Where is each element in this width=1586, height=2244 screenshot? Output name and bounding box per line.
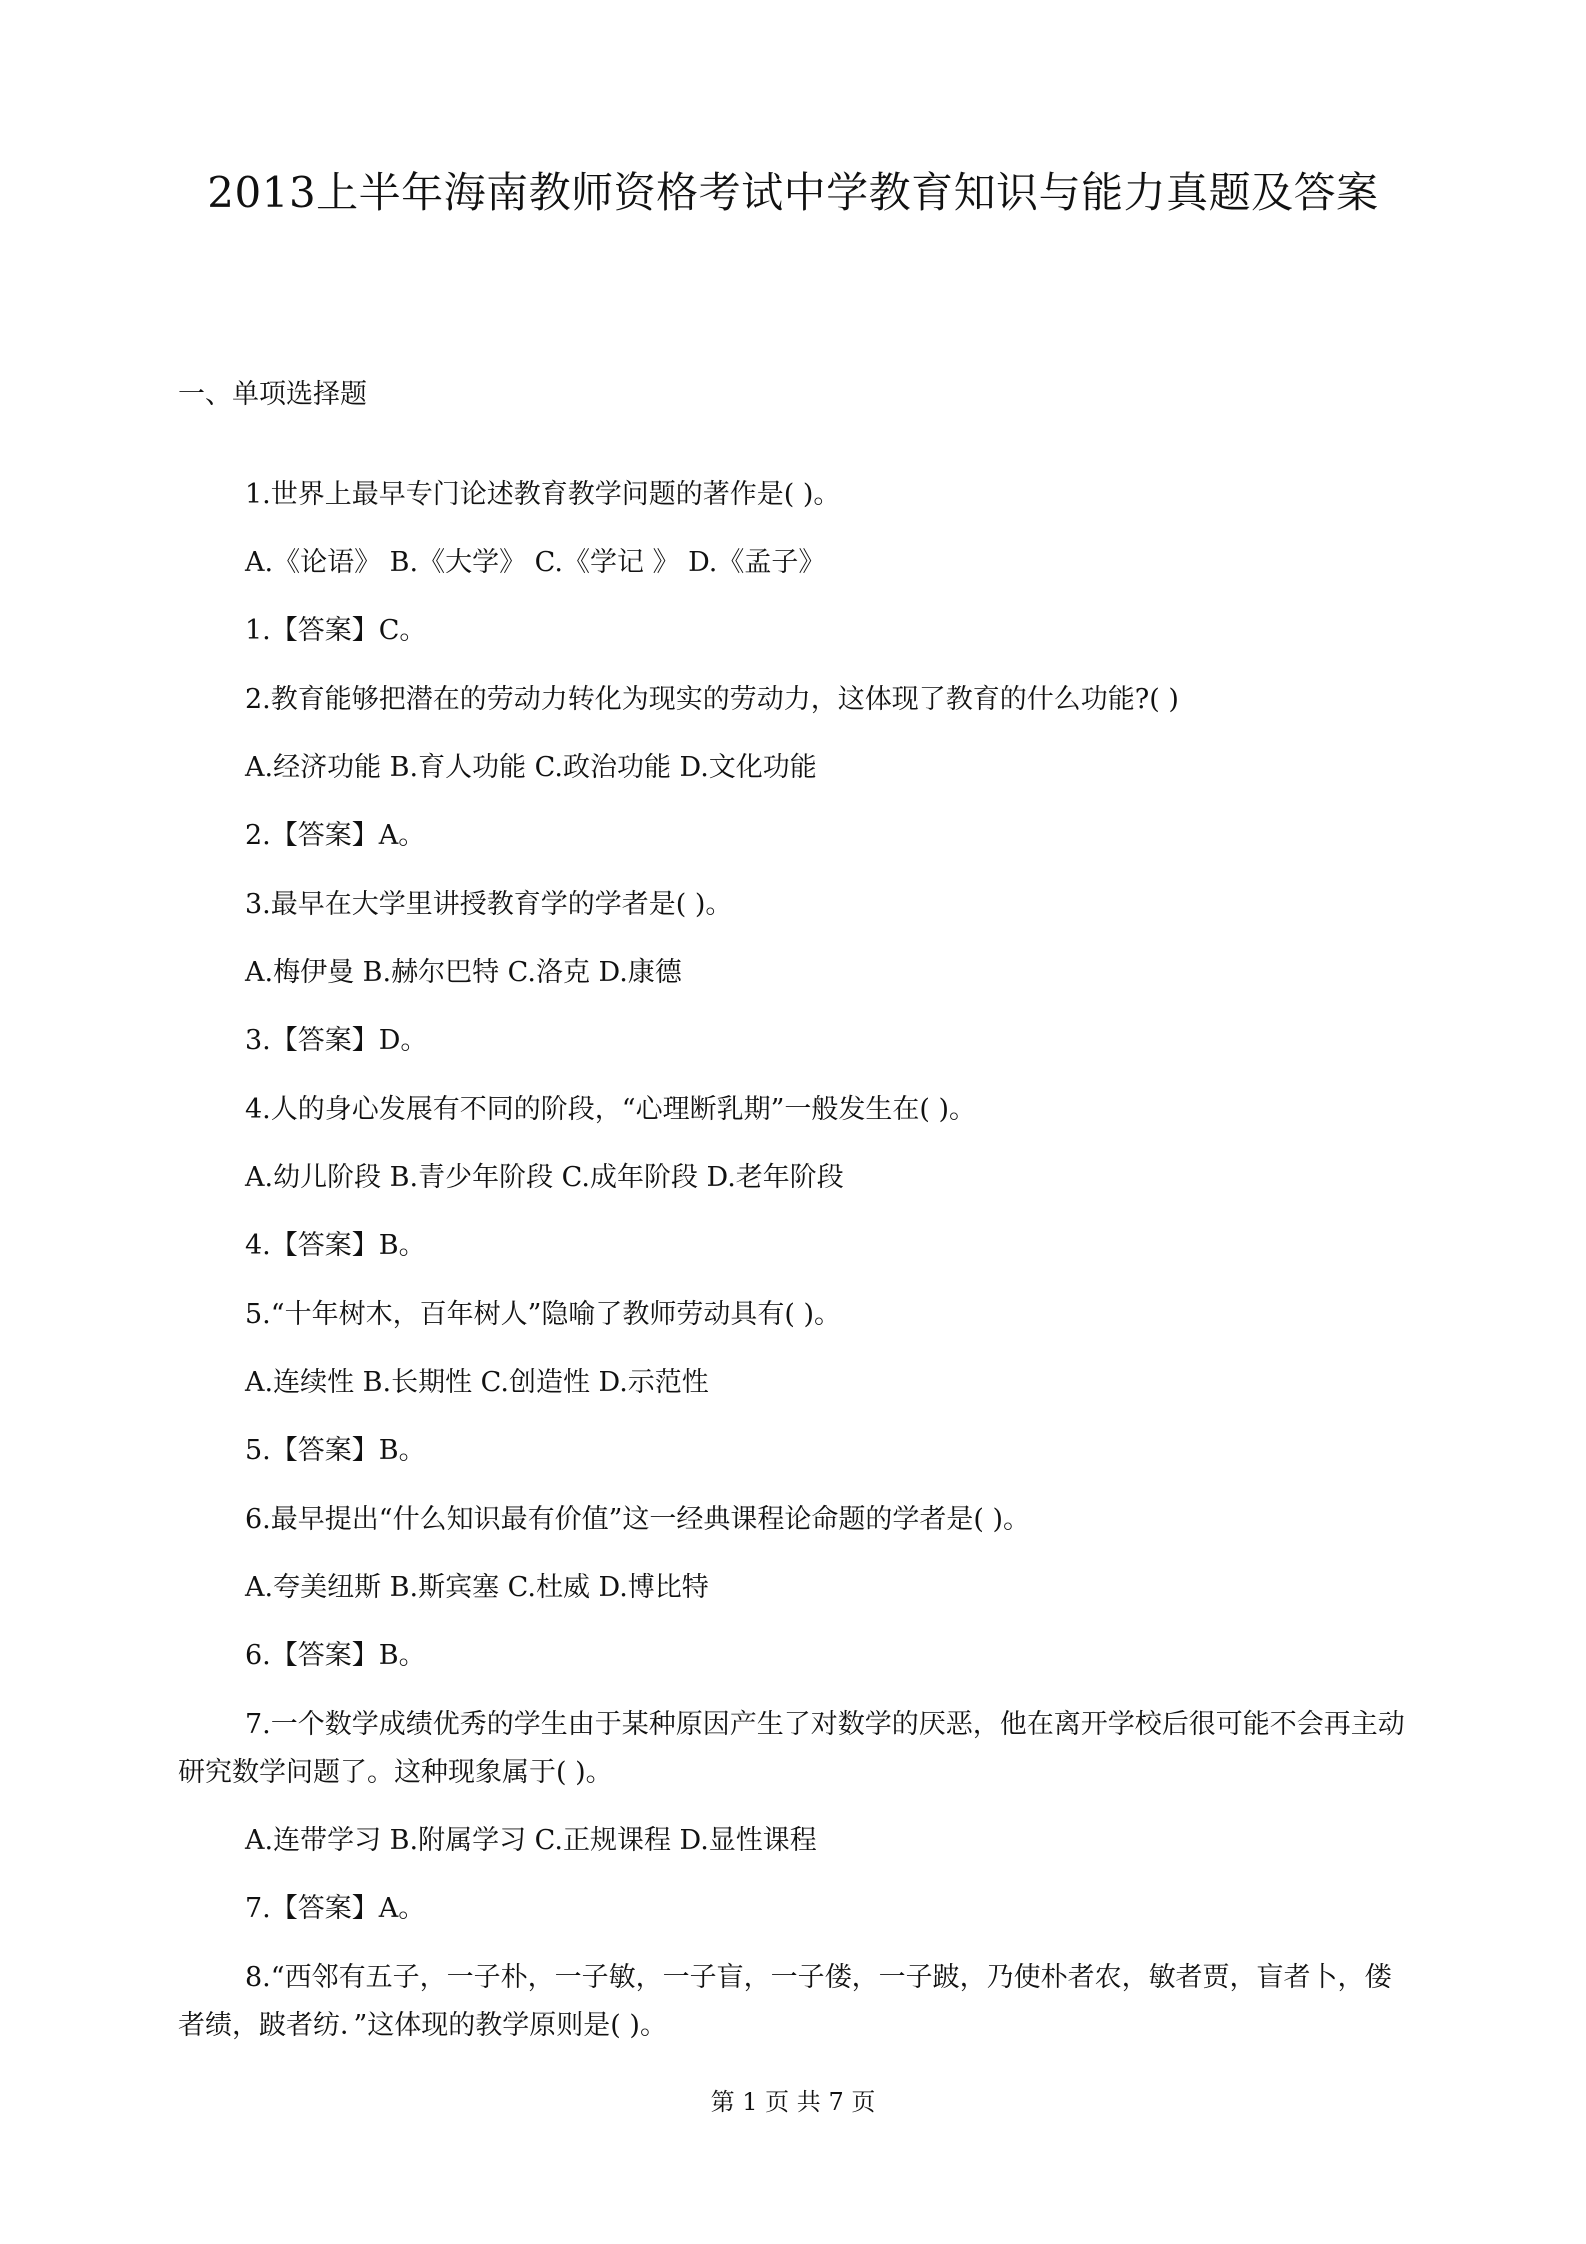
question-stem: 3.最早在大学里讲授教育学的学者是( )。 [245, 889, 733, 920]
page-footer: 第 1 页 共 7 页 [710, 2088, 876, 2116]
question-answer: 2.【答案】A。 [245, 820, 426, 851]
question-stem: 2.教育能够把潜在的劳动力转化为现实的劳动力，这体现了教育的什么功能?( ) [245, 684, 1179, 715]
section-heading: 一、单项选择题 [178, 379, 367, 410]
question-answer: 5.【答案】B。 [245, 1435, 426, 1466]
question-answer: 7.【答案】A。 [245, 1893, 426, 1924]
question-options: A.夸美纽斯 B.斯宾塞 C.杜威 D.博比特 [245, 1572, 709, 1603]
question-options: A.幼儿阶段 B.青少年阶段 C.成年阶段 D.老年阶段 [245, 1162, 844, 1193]
question-stem: 4.人的身心发展有不同的阶段，“心理断乳期”一般发生在( )。 [245, 1094, 977, 1125]
question-options: A.连带学习 B.附属学习 C.正规课程 D.显性课程 [245, 1825, 817, 1856]
question-stem-line2: 研究数学问题了。这种现象属于( )。 [178, 1757, 613, 1788]
question-stem-line1: 7.一个数学成绩优秀的学生由于某种原因产生了对数学的厌恶，他在离开学校后很可能不会再主动 [245, 1709, 1405, 1740]
question-stem: 5.“十年树木，百年树人”隐喻了教师劳动具有( )。 [245, 1299, 842, 1330]
document-title: 2013上半年海南教师资格考试中学教育知识与能力真题及答案 [207, 168, 1379, 217]
question-answer: 1.【答案】C。 [245, 615, 427, 646]
question-options: A.经济功能 B.育人功能 C.政治功能 D.文化功能 [245, 752, 817, 783]
question-stem: 6.最早提出“什么知识最有价值”这一经典课程论命题的学者是( )。 [245, 1504, 1031, 1535]
question-answer: 3.【答案】D。 [245, 1025, 428, 1056]
question-stem: 1.世界上最早专门论述教育教学问题的著作是( )。 [245, 479, 841, 510]
question-answer: 6.【答案】B。 [245, 1640, 426, 1671]
question-stem-line2: 者绩，跛者纺．”这体现的教学原则是( )。 [178, 2010, 667, 2041]
question-options: A.连续性 B.长期性 C.创造性 D.示范性 [245, 1367, 709, 1398]
question-stem-line1: 8.“西邻有五子，一子朴，一子敏，一子盲，一子偻，一子跛，乃使朴者农，敏者贾，盲者卜，偻 [245, 1962, 1392, 1993]
question-options: A.梅伊曼 B.赫尔巴特 C.洛克 D.康德 [245, 957, 682, 988]
question-answer: 4.【答案】B。 [245, 1230, 426, 1261]
question-options: A.《论语》 B.《大学》 C.《学记 》 D.《孟子》 [245, 547, 826, 578]
